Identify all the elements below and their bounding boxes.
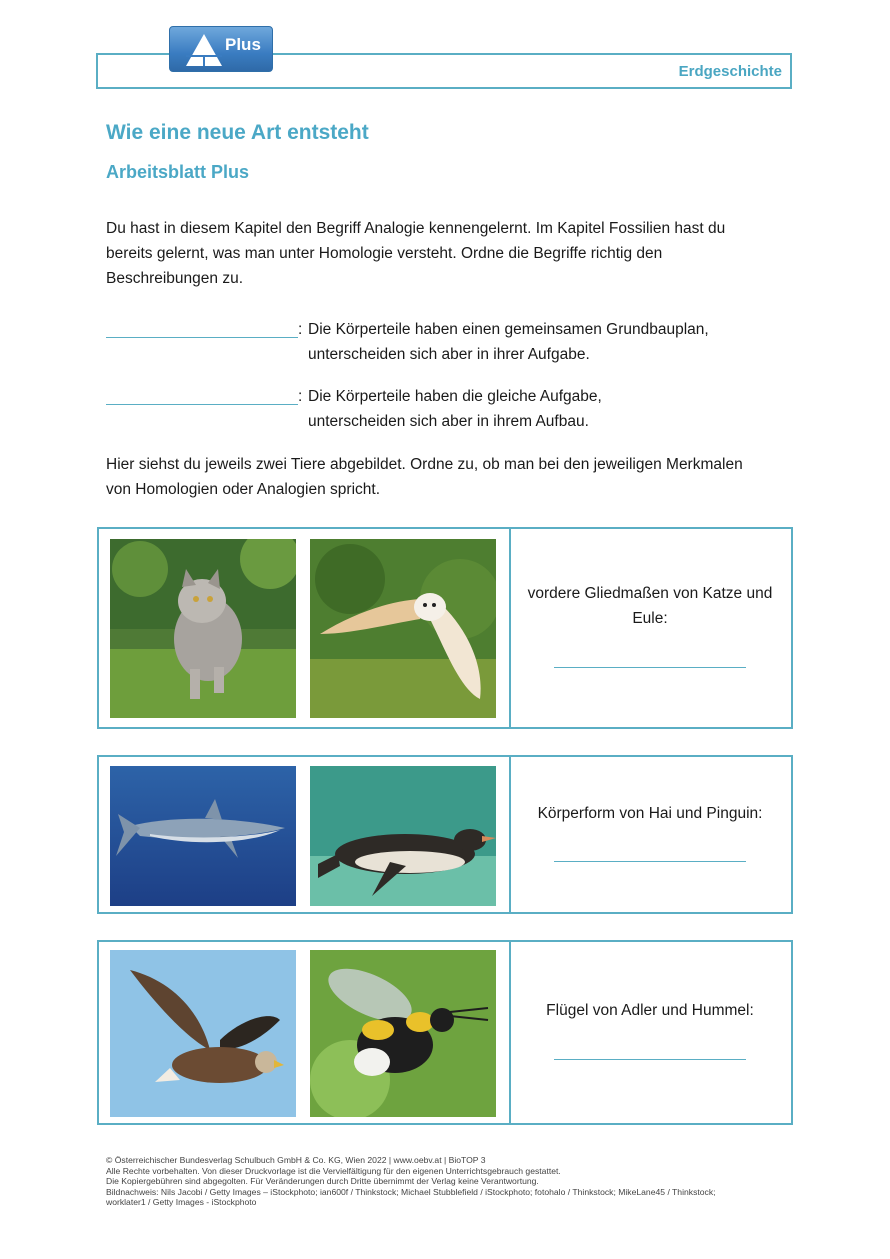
task-line: Eule: bbox=[632, 610, 668, 627]
task-answer-blank-1[interactable] bbox=[554, 667, 746, 668]
row-divider bbox=[509, 757, 511, 912]
answer-blank-homologie[interactable] bbox=[106, 337, 298, 338]
definition-text-2 bbox=[308, 384, 788, 434]
task-line: vordere Gliedmaßen von Katze und bbox=[527, 585, 773, 602]
definition-colon: : bbox=[298, 388, 303, 405]
footer-line: Die Kopiergebühren sind abgegolten. Für Veränderungen durch Dritte übernimmt der Verlag keine Verantwortung. bbox=[106, 1176, 539, 1187]
footer-line: Bildnachweis: Nils Jacobi / Getty Images – iStockphoto; ian600f / Thinkstock; Michael Stubblefield / iStockphoto; fotohalo / Thinkstock; MikeLane45 / Thinkstock; bbox=[106, 1186, 716, 1197]
task-text-3 bbox=[513, 998, 787, 1023]
definition-line: unterscheiden sich aber in ihrem Aufbau. bbox=[308, 413, 589, 430]
row-divider bbox=[509, 942, 511, 1123]
task-row-shark-penguin bbox=[97, 755, 793, 914]
cat-image bbox=[110, 539, 296, 718]
shark-image bbox=[110, 766, 296, 906]
definition-line: Die Körperteile haben einen gemeinsamen Grundbauplan, bbox=[308, 321, 709, 338]
owl-image bbox=[310, 539, 496, 718]
triangle-logo-icon bbox=[184, 32, 224, 68]
intro-line: Du hast in diesem Kapitel den Begriff Analogie kennengelernt. Im Kapitel Fossilien hast du bbox=[106, 220, 726, 237]
definition-line: Die Körperteile haben die gleiche Aufgabe, bbox=[308, 388, 602, 405]
footer-line: © Österreichischer Bundesverlag Schulbuch GmbH & Co. KG, Wien 2022 | www.oebv.at | BioTOP 3 bbox=[106, 1155, 486, 1165]
instruction-paragraph bbox=[106, 452, 796, 502]
definition-line: unterscheiden sich aber in ihrer Aufgabe. bbox=[308, 346, 590, 363]
task-line: Körperform von Hai und Pinguin: bbox=[537, 805, 763, 822]
intro-paragraph bbox=[106, 216, 796, 291]
definition-colon: : bbox=[298, 321, 303, 338]
bumblebee-image bbox=[310, 950, 496, 1117]
logo-text: Plus bbox=[225, 35, 261, 54]
plus-logo bbox=[169, 26, 273, 72]
row-divider bbox=[509, 529, 511, 727]
intro-line: bereits gelernt, was man unter Homologie versteht. Ordne die Begriffe richtig den bbox=[106, 245, 663, 262]
answer-blank-analogie[interactable] bbox=[106, 404, 298, 405]
task-line: Flügel von Adler und Hummel: bbox=[546, 1002, 754, 1019]
footer-line: Alle Rechte vorbehalten. Von dieser Druckvorlage ist die Vervielfältigung für den eigenen Unterrichtsgebrauch gestattet. bbox=[106, 1165, 561, 1176]
task-answer-blank-3[interactable] bbox=[554, 1059, 746, 1060]
footer-credits bbox=[106, 1155, 806, 1208]
page-subtitle: Arbeitsblatt Plus bbox=[106, 162, 250, 182]
intro-line: Beschreibungen zu. bbox=[106, 270, 244, 287]
penguin-image bbox=[310, 766, 496, 906]
section-title: Erdgeschichte bbox=[678, 63, 782, 80]
task-row-eagle-bumblebee bbox=[97, 940, 793, 1125]
page-title: Wie eine neue Art entsteht bbox=[106, 121, 369, 144]
task-text-2 bbox=[513, 801, 787, 826]
footer-line: worklater1 / Getty Images - iStockphoto bbox=[106, 1197, 257, 1208]
definition-text-1 bbox=[308, 317, 788, 367]
task-text-1 bbox=[513, 581, 787, 631]
instruction-line: Hier siehst du jeweils zwei Tiere abgebildet. Ordne zu, ob man bei den jeweiligen Merkmalen bbox=[106, 456, 743, 473]
task-answer-blank-2[interactable] bbox=[554, 861, 746, 862]
eagle-image bbox=[110, 950, 296, 1117]
instruction-line: von Homologien oder Analogien spricht. bbox=[106, 481, 381, 498]
task-row-cat-owl bbox=[97, 527, 793, 729]
